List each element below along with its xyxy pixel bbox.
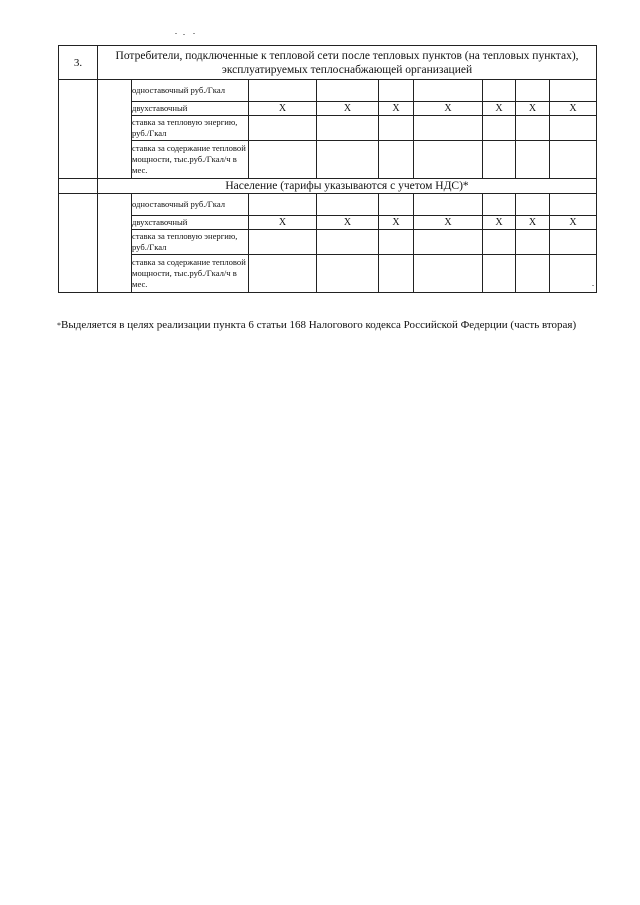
x-mark: Х [317,216,379,230]
row-label-two-rate: двухставочный [132,102,249,116]
value-cell [249,255,317,293]
value-cell [249,194,317,216]
blank-cell [59,179,98,194]
value-cell [379,255,414,293]
row-label-single-rate: одноставочный руб./Гкал [132,194,249,216]
x-mark: Х [516,216,550,230]
table-row-single-rate [59,80,597,102]
value-cell [379,116,414,141]
value-cell [249,230,317,255]
value-cell [317,116,379,141]
x-mark: Х [414,102,483,116]
value-cell [317,141,379,179]
value-cell [550,194,597,216]
tariff-table [58,45,597,293]
table-row-energy-rate [59,230,597,255]
x-mark: Х [483,216,516,230]
x-mark: Х [516,102,550,116]
table-row-capacity-rate [59,141,597,179]
x-mark: Х [249,216,317,230]
scan-speck [175,33,177,34]
value-cell [379,141,414,179]
value-cell [483,194,516,216]
value-cell [414,80,483,102]
scan-speck [193,33,195,34]
blank-cell [59,80,98,179]
scan-speck [183,34,185,35]
blank-cell [59,194,98,293]
x-mark: Х [550,216,597,230]
value-cell [550,116,597,141]
x-mark: Х [249,102,317,116]
section-header-row [59,46,597,80]
value-cell [516,194,550,216]
value-cell [414,116,483,141]
value-cell [379,194,414,216]
value-cell [414,194,483,216]
value-cell [317,80,379,102]
table-row-energy-rate [59,116,597,141]
table-row-single-rate [59,194,597,216]
row-label-energy-rate: ставка за тепловую энергию, руб./Гкал [132,230,249,255]
value-cell [550,230,597,255]
x-mark: Х [550,102,597,116]
table-row-capacity-rate [59,255,597,293]
row-label-two-rate: двухставочный [132,216,249,230]
x-mark: Х [414,216,483,230]
value-cell [317,255,379,293]
value-cell [516,255,550,293]
value-cell [249,141,317,179]
value-cell [550,80,597,102]
value-cell [483,255,516,293]
value-cell [516,141,550,179]
value-cell [379,230,414,255]
value-cell [483,230,516,255]
value-cell [516,116,550,141]
x-mark: Х [379,216,414,230]
row-label-capacity-rate: ставка за содержание тепловой мощности, тыс.руб./Гкал/ч в мес. [132,141,249,179]
value-cell [483,116,516,141]
row-label-capacity-rate: ставка за содержание тепловой мощности, тыс.руб./Гкал/ч в мес. [132,255,249,293]
population-header-row [59,179,597,194]
x-mark: Х [483,102,516,116]
table-row-two-rate [59,216,597,230]
section-title: Потребители, подключенные к тепловой сети после тепловых пунктов (на тепловых пунктах), эксплуатируемых теплоснабжающей организацией [98,46,597,80]
value-cell [550,255,597,293]
population-title: Население (тарифы указываются с учетом НДС)* [98,179,597,194]
value-cell [414,230,483,255]
section-number: 3. [59,46,98,80]
value-cell [249,116,317,141]
blank-cell [98,80,132,179]
footnote-star: * [57,321,61,330]
value-cell [516,230,550,255]
value-cell [483,141,516,179]
value-cell [414,255,483,293]
value-cell [379,80,414,102]
value-cell [516,80,550,102]
footnote [57,318,605,333]
scan-speck [592,285,594,286]
x-mark: Х [379,102,414,116]
footnote-text: Выделяется в целях реализации пункта 6 статьи 168 Налогового кодекса Российской Федерции (часть вторая) [61,319,577,331]
blank-cell [98,194,132,293]
x-mark: Х [317,102,379,116]
table-row-two-rate [59,102,597,116]
value-cell [249,80,317,102]
value-cell [317,230,379,255]
row-label-energy-rate: ставка за тепловую энергию, руб./Гкал [132,116,249,141]
value-cell [414,141,483,179]
value-cell [317,194,379,216]
row-label-single-rate: одноставочный руб./Гкал [132,80,249,102]
value-cell [483,80,516,102]
value-cell [550,141,597,179]
